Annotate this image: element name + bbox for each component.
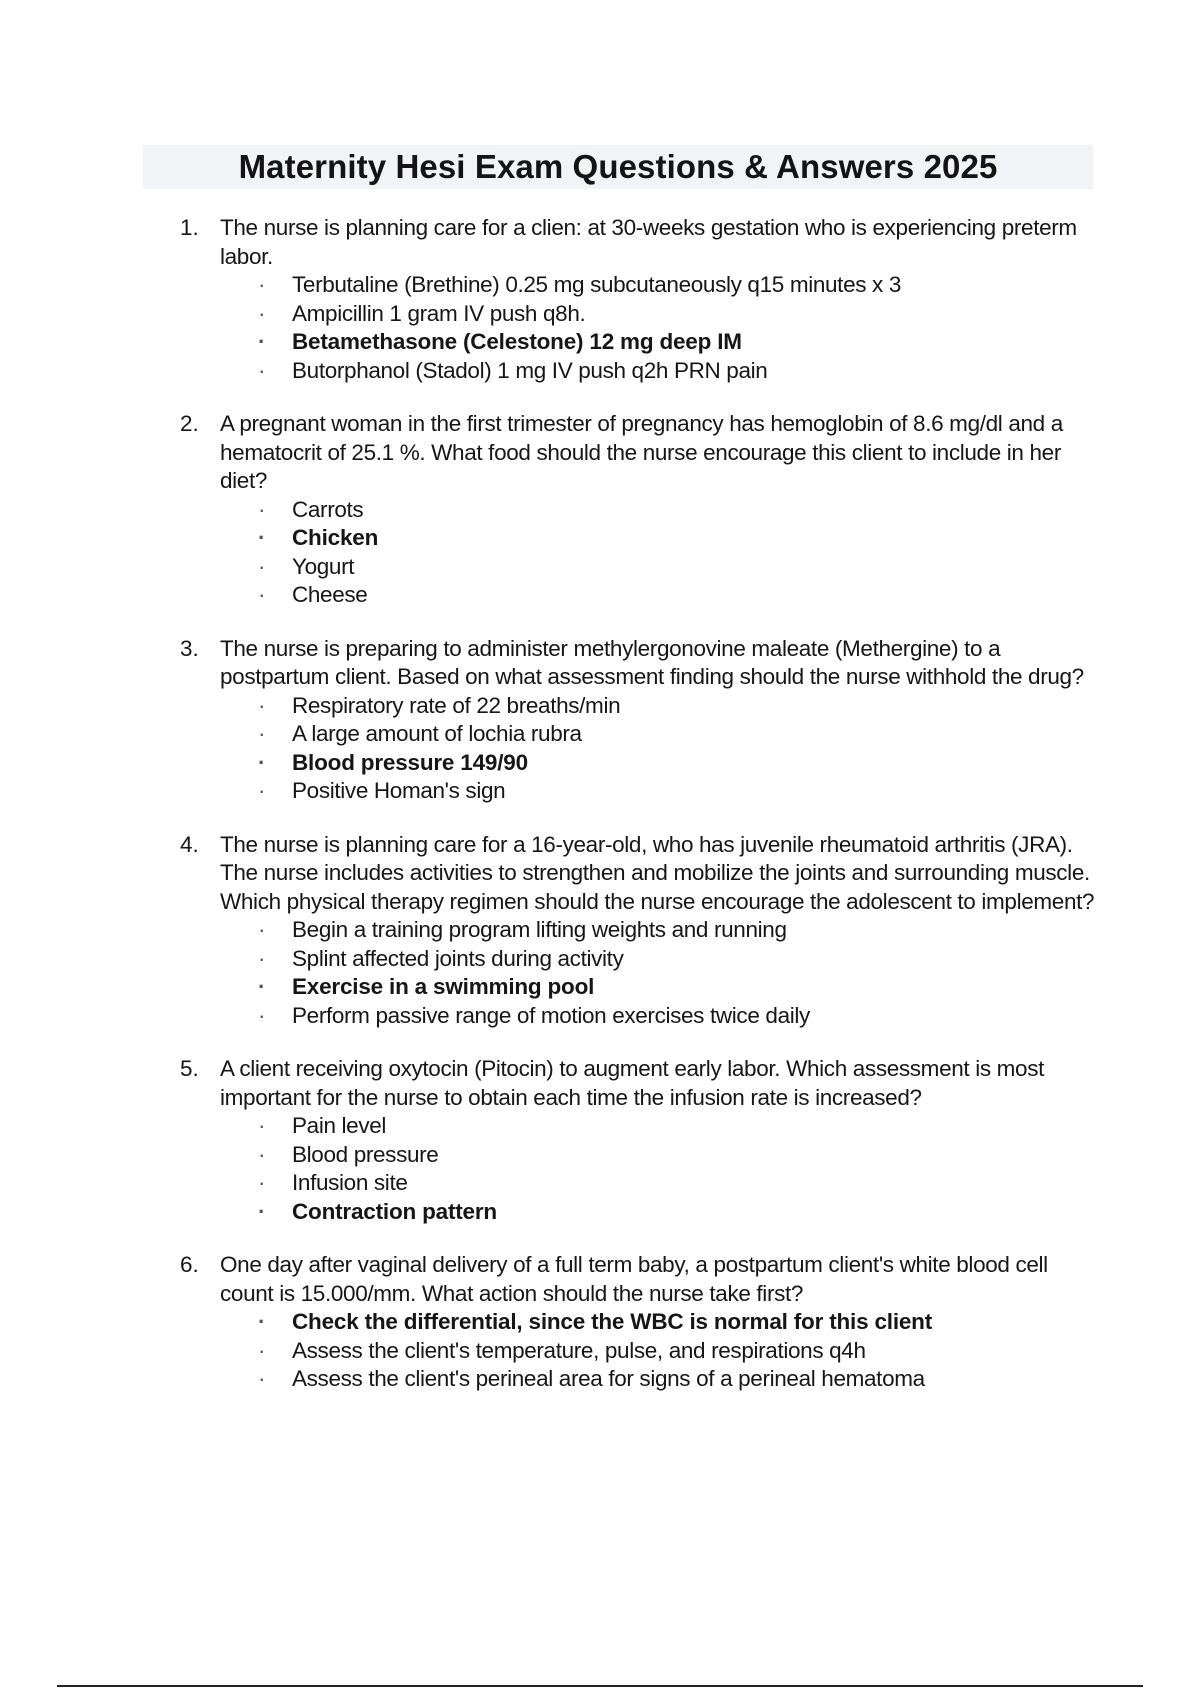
question-3 (180, 635, 1100, 806)
answer-option: · Pain level (292, 1112, 1100, 1141)
question-1 (180, 214, 1100, 385)
answer-option: · Perform passive range of motion exercises twice daily (292, 1002, 1100, 1031)
answer-option: · A large amount of lochia rubra (292, 720, 1100, 749)
answer-option: · Blood pressure (292, 1141, 1100, 1170)
question-number: 6. (180, 1252, 199, 1277)
question-number: 2. (180, 411, 199, 436)
answer-option: · Carrots (292, 496, 1100, 525)
answer-option: · Begin a training program lifting weights and running (292, 916, 1100, 945)
answer-option: · Infusion site (292, 1169, 1100, 1198)
answer-options (220, 1308, 1100, 1394)
answer-option: · Ampicillin 1 gram IV push q8h. (292, 300, 1100, 329)
answer-option: · Cheese (292, 581, 1100, 610)
footer-divider (57, 1685, 1143, 1687)
answer-options (220, 692, 1100, 806)
answer-option: · Positive Homan's sign (292, 777, 1100, 806)
question-text: A client receiving oxytocin (Pitocin) to augment early labor. Which assessment is most important for the nurse to obtain each time the infusion rate is increased? (220, 1056, 1045, 1110)
answer-options (220, 1112, 1100, 1226)
question-number: 1. (180, 215, 199, 240)
question-2 (180, 410, 1100, 610)
question-6 (180, 1251, 1100, 1394)
question-5 (180, 1055, 1100, 1226)
question-text: A pregnant woman in the first trimester of pregnancy has hemoglobin of 8.6 mg/dl and a hematocrit of 25.1 %. What food should the nurse encourage this client to include in her diet? (220, 411, 1063, 493)
correct-answer-option: · Exercise in a swimming pool (292, 973, 1100, 1002)
answer-option: · Butorphanol (Stadol) 1 mg IV push q2h PRN pain (292, 357, 1100, 386)
document-title: Maternity Hesi Exam Questions & Answers 2025 (238, 148, 998, 185)
answer-option: · Assess the client's temperature, pulse, and respirations q4h (292, 1337, 1100, 1366)
answer-options (220, 271, 1100, 385)
correct-answer-option: · Chicken (292, 524, 1100, 553)
correct-answer-option: · Check the differential, since the WBC is normal for this client (292, 1308, 1100, 1337)
question-text: The nurse is planning care for a clien: at 30-weeks gestation who is experiencing preterm labor. (220, 215, 1077, 269)
question-text: The nurse is planning care for a 16-year-old, who has juvenile rheumatoid arthritis (JRA). The nurse includes activities to strengthen and mobilize the joints and surrounding muscle. Which physical therapy regimen should the nurse encourage the adolescent to implement? (220, 831, 1095, 914)
title-banner (143, 145, 1093, 189)
question-list (180, 214, 1100, 1419)
correct-answer-option: · Blood pressure 149/90 (292, 749, 1100, 778)
answer-option: · Respiratory rate of 22 breaths/min (292, 692, 1100, 721)
question-number: 4. (180, 831, 199, 857)
answer-option: · Yogurt (292, 553, 1100, 582)
answer-option: · Splint affected joints during activity (292, 945, 1100, 974)
question-number: 3. (180, 635, 199, 661)
question-number: 5. (180, 1056, 199, 1081)
question-text: One day after vaginal delivery of a full term baby, a postpartum client's white blood cell count is 15.000/mm. What action should the nurse take first? (220, 1252, 1048, 1306)
answer-options (220, 496, 1100, 610)
answer-option: · Assess the client's perineal area for signs of a perineal hematoma (292, 1365, 1100, 1394)
correct-answer-option: · Betamethasone (Celestone) 12 mg deep IM (292, 328, 1100, 357)
question-text: The nurse is preparing to administer methylergonovine maleate (Methergine) to a postpartum client. Based on what assessment finding should the nurse withhold the drug? (220, 635, 1084, 689)
correct-answer-option: · Contraction pattern (292, 1198, 1100, 1227)
answer-options (220, 916, 1100, 1030)
question-4 (180, 831, 1100, 1031)
answer-option: · Terbutaline (Brethine) 0.25 mg subcutaneously q15 minutes x 3 (292, 271, 1100, 300)
